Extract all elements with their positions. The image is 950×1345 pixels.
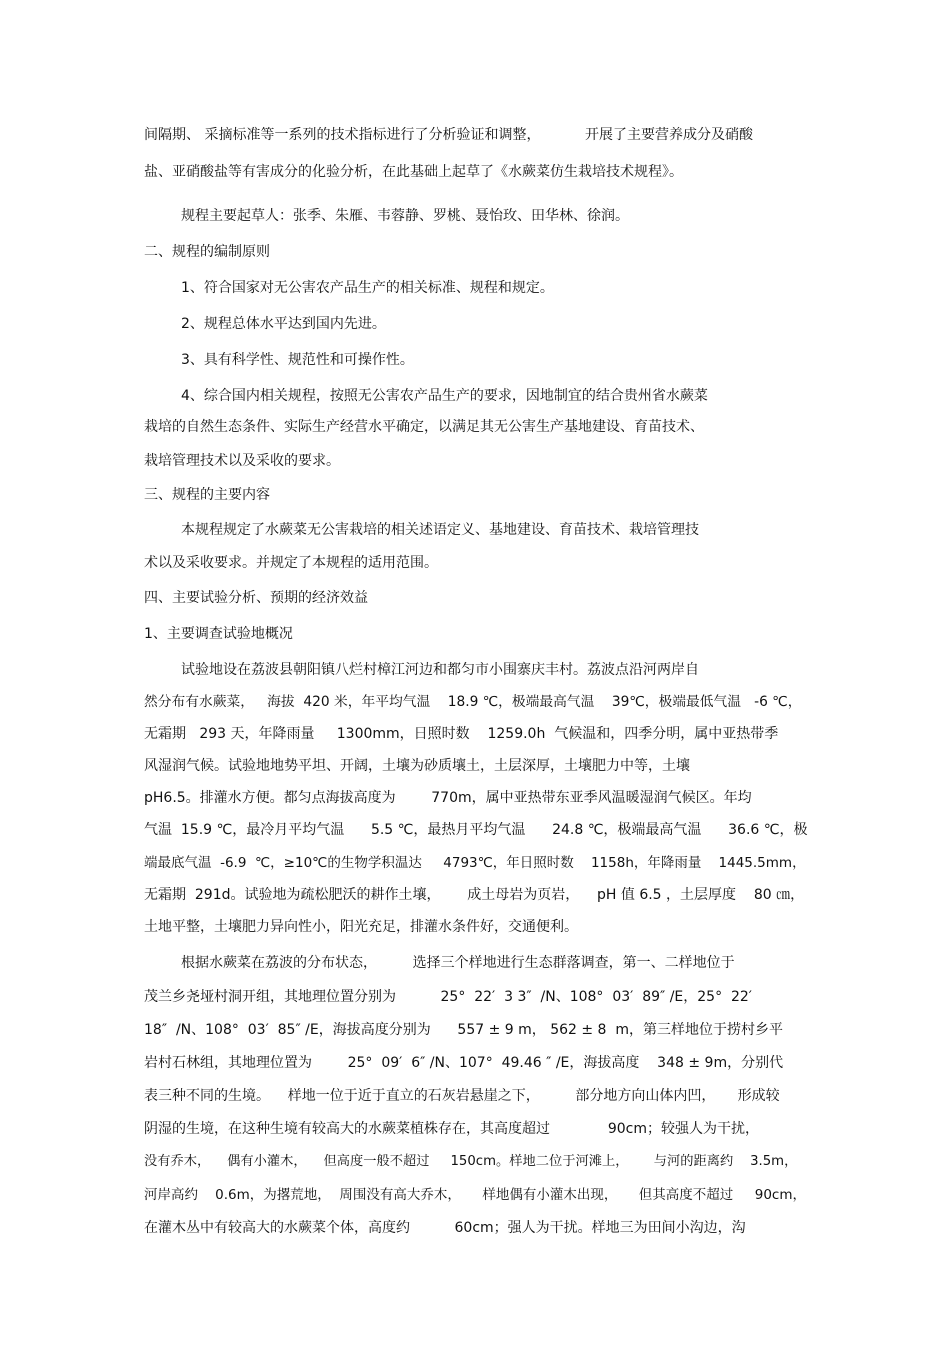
text-line-19: 风湿润气候。试验地地势平坦、开阔，土壤为砂质壤土，土层深厚，土壤肥力中等，土壤 xyxy=(144,758,690,774)
section-heading-4: 四、主要试验分析、预期的经济效益 xyxy=(144,590,368,606)
text-line-24: 土地平整，土壤肥力异向性小，阳光充足，排灌水条件好，交通便利。 xyxy=(144,919,578,935)
text-line-20: pH6.5。排灌水方便。都匀点海拔高度为 770m，属中亚热带东亚季风温暖湿润气候区。年均 xyxy=(144,790,752,806)
text-line-27: 18″ /N、108° 03′ 85″ /E，海拔高度分别为 557 ± 9 m， 562 ± 8 m，第三样地位于捞村乡平 xyxy=(144,1022,784,1038)
text-line-3: 规程主要起草人：张季、朱雁、韦蓉静、罗桃、聂怡玫、田华林、徐润。 xyxy=(181,208,629,224)
text-line-12: 本规程规定了水蕨菜无公害栽培的相关述语定义、基地建设、育苗技术、栽培管理技 xyxy=(181,522,699,538)
text-line-2: 盐、亚硝酸盐等有害成分的化验分析，在此基础上起草了《水蕨菜仿生栽培技术规程》。 xyxy=(144,164,683,180)
text-line-21: 气温 15.9 ℃，最冷月平均气温 5.5 ℃，最热月平均气温 24.8 ℃，极端最高气温 36.6 ℃，极 xyxy=(144,822,808,838)
text-line-16: 试验地设在荔波县朝阳镇八烂村樟江河边和都匀市小围寨庆丰村。荔波点沿河两岸自 xyxy=(181,662,699,678)
text-line-8: 4、综合国内相关规程，按照无公害农产品生产的要求，因地制宜的结合贵州省水蕨菜 xyxy=(181,388,708,404)
text-line-33: 在灌木丛中有较高大的水蕨菜个体，高度约 60cm；强人为干扰。样地三为田间小沟边，沟 xyxy=(144,1220,746,1236)
text-line-5: 1、符合国家对无公害农产品生产的相关标准、规程和规定。 xyxy=(181,280,554,296)
text-line-9: 栽培的自然生态条件、实际生产经营水平确定，以满足其无公害生产基地建设、育苗技术、 xyxy=(144,419,704,435)
text-line-28: 岩村石林组，其地理位置为 25° 09′ 6″ /N、107° 49.46 ″ /E，海拔高度 348 ± 9m，分别代 xyxy=(144,1055,784,1071)
text-line-30: 阴湿的生境，在这种生境有较高大的水蕨菜植株存在，其高度超过 90cm；较强人为干扰， xyxy=(144,1121,759,1137)
text-line-31: 没有乔木， 偶有小灌木， 但高度一般不超过 150cm。样地二位于河滩上， 与河的距离约 3.5m， xyxy=(144,1154,798,1169)
text-line-7: 3、具有科学性、规范性和可操作性。 xyxy=(181,352,414,368)
text-line-18: 无霜期 293 天，年降雨量 1300mm，日照时数 1259.0h 气候温和，四季分明，属中亚热带季 xyxy=(144,726,779,742)
text-line-1: 间隔期、 采摘标准等一系列的技术指标进行了分析验证和调整， 开展了主要营养成分及硝酸 xyxy=(144,127,753,143)
text-line-6: 2、规程总体水平达到国内先进。 xyxy=(181,316,386,332)
text-line-23: 无霜期 291d。试验地为疏松肥沃的耕作土壤， 成土母岩为页岩， pH 值 6.5 ，土层厚度 80 ㎝， xyxy=(144,887,805,903)
text-line-13: 术以及采收要求。并规定了本规程的适用范围。 xyxy=(144,555,438,571)
subsection-heading-1: 1、主要调查试验地概况 xyxy=(144,626,293,642)
text-line-17: 然分布有水蕨菜， 海拔 420 米，年平均气温 18.9 ℃，极端最高气温 39℃，极端最低气温 -6 ℃， xyxy=(144,694,802,710)
text-line-10: 栽培管理技术以及采收的要求。 xyxy=(144,453,340,469)
section-heading-2: 二、规程的编制原则 xyxy=(144,244,270,260)
text-line-26: 茂兰乡尧垭村洞开组，其地理位置分别为 25° 22′ 3 3″ /N、108° 03′ 89″ /E，25° 22′ xyxy=(144,989,752,1005)
text-line-22: 端最底气温 -6.9 ℃，≥10℃的生物学积温达 4793℃，年日照时数 1158h，年降雨量 1445.5mm， xyxy=(144,855,806,871)
text-line-32: 河岸高约 0.6m，为撂荒地， 周围没有高大乔木， 样地偶有小灌木出现， 但其高度不超过 90cm， xyxy=(144,1187,806,1203)
text-line-29: 表三种不同的生境。 样地一位于近于直立的石灰岩悬崖之下， 部分地方向山体内凹， 形成较 xyxy=(144,1088,780,1104)
text-line-25: 根据水蕨菜在荔波的分布状态， 选择三个样地进行生态群落调查，第一、二样地位于 xyxy=(181,955,735,971)
section-heading-3: 三、规程的主要内容 xyxy=(144,487,270,503)
